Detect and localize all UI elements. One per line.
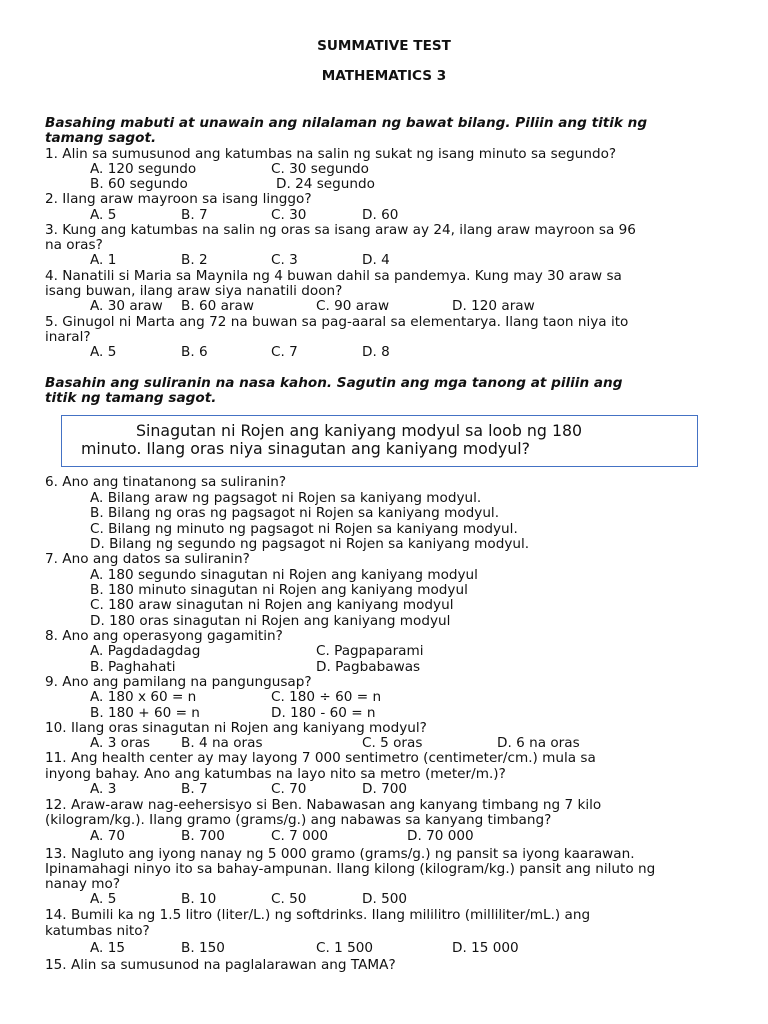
subject-title: MATHEMATICS 3 xyxy=(321,68,447,84)
question-9-choice-d[interactable]: D. 180 - 60 = n xyxy=(271,705,376,721)
question-12-choice-c[interactable]: C. 7 000 xyxy=(271,828,329,844)
question-1-choice-a[interactable]: A. 120 segundo xyxy=(90,161,197,177)
question-10-choice-c[interactable]: C. 5 oras xyxy=(362,735,423,751)
question-8-choice-d[interactable]: D. Pagbabawas xyxy=(316,659,421,675)
question-3-choice-a[interactable]: A. 1 xyxy=(90,252,117,268)
question-10-choice-b[interactable]: B. 4 na oras xyxy=(181,735,263,751)
question-10-stem: 10. Ilang oras sinagutan ni Rojen ang kaniyang modyul? xyxy=(45,720,427,736)
question-3-choice-d[interactable]: D. 4 xyxy=(362,252,390,268)
part2-instruction-line1: Basahin ang suliranin na nasa kahon. Sagutin ang mga tanong at piliin ang xyxy=(45,375,623,391)
test-title: SUMMATIVE TEST xyxy=(317,38,451,54)
question-9-choice-b[interactable]: B. 180 + 60 = n xyxy=(90,705,200,721)
question-9-choice-c[interactable]: C. 180 ÷ 60 = n xyxy=(271,689,382,705)
question-12-choice-b[interactable]: B. 700 xyxy=(181,828,225,844)
question-9-choice-a[interactable]: A. 180 x 60 = n xyxy=(90,689,197,705)
question-9-stem: 9. Ano ang pamilang na pangungusap? xyxy=(45,674,312,690)
question-6-choice-d[interactable]: D. Bilang ng segundo ng pagsagot ni Rojen sa kaniyang modyul. xyxy=(90,536,530,552)
question-13-choice-c[interactable]: C. 50 xyxy=(271,891,307,907)
question-3-choice-c[interactable]: C. 3 xyxy=(271,252,298,268)
question-1-choice-b[interactable]: B. 60 segundo xyxy=(90,176,188,192)
question-4-stem-line2: isang buwan, ilang araw siya nanatili doon? xyxy=(45,283,343,299)
question-14-choice-a[interactable]: A. 15 xyxy=(90,940,125,956)
question-5-choice-d[interactable]: D. 8 xyxy=(362,344,390,360)
question-2-choice-b[interactable]: B. 7 xyxy=(181,207,208,223)
question-3-stem-line1: 3. Kung ang katumbas na salin ng oras sa isang araw ay 24, ilang araw mayroon sa 96 xyxy=(45,222,636,238)
question-13-choice-d[interactable]: D. 500 xyxy=(362,891,408,907)
question-10-choice-a[interactable]: A. 3 oras xyxy=(90,735,150,751)
part1-instruction-line2: tamang sagot. xyxy=(45,130,157,146)
question-13-choice-b[interactable]: B. 10 xyxy=(181,891,217,907)
question-4-choice-d[interactable]: D. 120 araw xyxy=(452,298,535,314)
question-12-choice-a[interactable]: A. 70 xyxy=(90,828,125,844)
question-11-choice-a[interactable]: A. 3 xyxy=(90,781,117,797)
question-12-choice-d[interactable]: D. 70 000 xyxy=(407,828,474,844)
question-14-stem-line1: 14. Bumili ka ng 1.5 litro (liter/L.) ng softdrinks. Ilang mililitro (milliliter/mL.) ang xyxy=(45,907,591,923)
question-4-choice-c[interactable]: C. 90 araw xyxy=(316,298,390,314)
question-2-choice-c[interactable]: C. 30 xyxy=(271,207,307,223)
question-14-choice-c[interactable]: C. 1 500 xyxy=(316,940,374,956)
question-13-stem-line2: Ipinamahagi ninyo ito sa bahay-ampunan. Ilang kilong (kilogram/kg.) pansit ang niluto ng xyxy=(45,861,656,877)
question-5-choice-a[interactable]: A. 5 xyxy=(90,344,117,360)
question-13-stem-line1: 13. Nagluto ang iyong nanay ng 5 000 gramo (grams/g.) ng pansit sa iyong kaarawan. xyxy=(45,846,635,862)
question-11-stem-line1: 11. Ang health center ay may layong 7 000 sentimetro (centimeter/cm.) mula sa xyxy=(45,750,596,766)
question-5-choice-c[interactable]: C. 7 xyxy=(271,344,298,360)
question-11-stem-line2: inyong bahay. Ano ang katumbas na layo nito sa metro (meter/m.)? xyxy=(45,766,506,782)
question-5-stem-line1: 5. Ginugol ni Marta ang 72 na buwan sa pag-aaral sa elementarya. Ilang taon niya ito xyxy=(45,314,629,330)
problem-box-line1: Sinagutan ni Rojen ang kaniyang modyul sa loob ng 180 xyxy=(136,421,583,440)
question-4-choice-a[interactable]: A. 30 araw xyxy=(90,298,163,314)
question-6-stem: 6. Ano ang tinatanong sa suliranin? xyxy=(45,474,287,490)
question-13-stem-line3: nanay mo? xyxy=(45,876,121,892)
question-8-choice-a[interactable]: A. Pagdadagdag xyxy=(90,643,201,659)
question-11-choice-d[interactable]: D. 700 xyxy=(362,781,408,797)
question-11-choice-c[interactable]: C. 70 xyxy=(271,781,307,797)
problem-box xyxy=(61,415,698,467)
question-12-stem-line1: 12. Araw-araw nag-eehersisyo si Ben. Nabawasan ang kanyang timbang ng 7 kilo xyxy=(45,797,602,813)
question-7-choice-c[interactable]: C. 180 araw sinagutan ni Rojen ang kaniyang modyul xyxy=(90,597,454,613)
part1-instruction-line1: Basahing mabuti at unawain ang nilalaman ng bawat bilang. Piliin ang titik ng xyxy=(45,115,648,131)
question-6-choice-b[interactable]: B. Bilang ng oras ng pagsagot ni Rojen sa kaniyang modyul. xyxy=(90,505,500,521)
question-13-choice-a[interactable]: A. 5 xyxy=(90,891,117,907)
question-2-choice-d[interactable]: D. 60 xyxy=(362,207,399,223)
part2-instruction-line2: titik ng tamang sagot. xyxy=(45,390,217,406)
question-6-choice-a[interactable]: A. Bilang araw ng pagsagot ni Rojen sa kaniyang modyul. xyxy=(90,490,482,506)
question-14-choice-b[interactable]: B. 150 xyxy=(181,940,225,956)
question-15-stem: 15. Alin sa sumusunod na paglalarawan ang TAMA? xyxy=(45,957,396,973)
question-8-choice-c[interactable]: C. Pagpaparami xyxy=(316,643,424,659)
question-7-choice-b[interactable]: B. 180 minuto sinagutan ni Rojen ang kaniyang modyul xyxy=(90,582,468,598)
question-12-stem-line2: (kilogram/kg.). Ilang gramo (grams/g.) ang nabawas sa kanyang timbang? xyxy=(45,812,552,828)
question-4-choice-b[interactable]: B. 60 araw xyxy=(181,298,254,314)
question-7-choice-a[interactable]: A. 180 segundo sinagutan ni Rojen ang kaniyang modyul xyxy=(90,567,478,583)
question-8-stem: 8. Ano ang operasyong gagamitin? xyxy=(45,628,283,644)
question-1-stem: 1. Alin sa sumusunod ang katumbas na salin ng sukat ng isang minuto sa segundo? xyxy=(45,146,617,162)
question-3-choice-b[interactable]: B. 2 xyxy=(181,252,208,268)
question-1-choice-c[interactable]: C. 30 segundo xyxy=(271,161,370,177)
question-2-choice-a[interactable]: A. 5 xyxy=(90,207,117,223)
question-1-choice-d[interactable]: D. 24 segundo xyxy=(276,176,375,192)
question-6-choice-c[interactable]: C. Bilang ng minuto ng pagsagot ni Rojen sa kaniyang modyul. xyxy=(90,521,518,537)
question-14-stem-line2: katumbas nito? xyxy=(45,923,150,939)
question-10-choice-d[interactable]: D. 6 na oras xyxy=(497,735,580,751)
question-7-choice-d[interactable]: D. 180 oras sinagutan ni Rojen ang kaniyang modyul xyxy=(90,613,451,629)
problem-box-line2: minuto. Ilang oras niya sinagutan ang kaniyang modyul? xyxy=(81,439,531,458)
question-8-choice-b[interactable]: B. Paghahati xyxy=(90,659,176,675)
question-5-stem-line2: inaral? xyxy=(45,329,91,345)
question-7-stem: 7. Ano ang datos sa suliranin? xyxy=(45,551,250,567)
question-4-stem-line1: 4. Nanatili si Maria sa Maynila ng 4 buwan dahil sa pandemya. Kung may 30 araw sa xyxy=(45,268,622,284)
question-3-stem-line2: na oras? xyxy=(45,237,103,253)
question-11-choice-b[interactable]: B. 7 xyxy=(181,781,208,797)
question-14-choice-d[interactable]: D. 15 000 xyxy=(452,940,519,956)
question-5-choice-b[interactable]: B. 6 xyxy=(181,344,208,360)
question-2-stem: 2. Ilang araw mayroon sa isang linggo? xyxy=(45,191,312,207)
